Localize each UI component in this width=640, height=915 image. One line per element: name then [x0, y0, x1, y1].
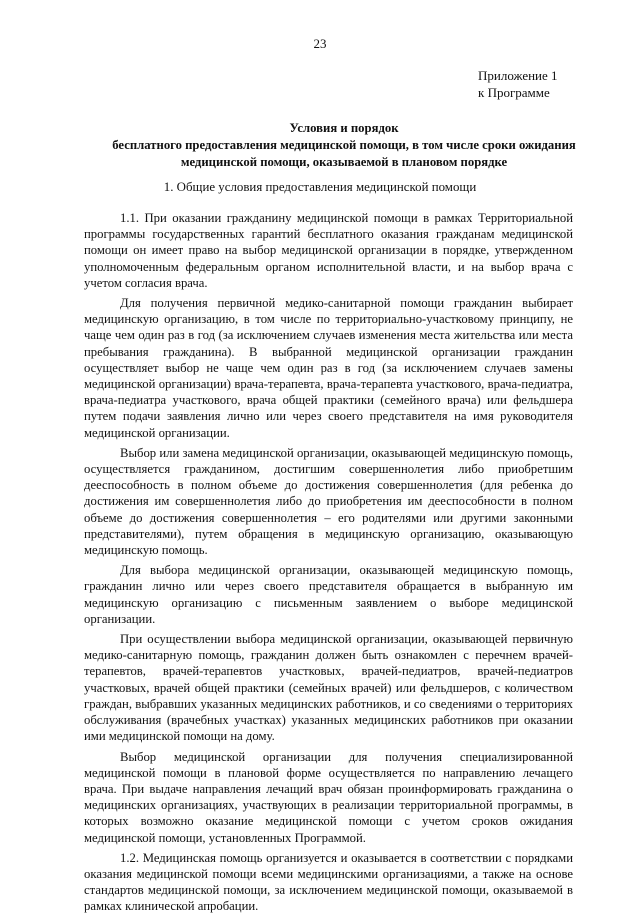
title-line-3: медицинской помощи, оказываемой в плановом порядке	[180, 155, 508, 169]
page-number: 23	[313, 36, 327, 51]
paragraph-application: Для выбора медицинской организации, оказывающей медицинскую помощь, гражданин лично или через своего представителя обращается в выбранную им медицинскую организацию с письменным заявлением о выборе медицинской организации.	[84, 563, 573, 626]
paragraph-1-1: 1.1. При оказании гражданину медицинской помощи в рамках Территориальной программы государственных гарантий бесплатного оказания гражданам медицинской помощи он имеет право на выбор медицинской организации в порядке, утвержденном уполномоченным федеральным органом исполнительной власти, и на выбор врача с учетом согласия врача.	[84, 211, 573, 290]
appendix-line-1: Приложение 1	[478, 68, 558, 83]
paragraph-1-2: 1.2. Медицинская помощь организуется и оказывается в соответствии с порядками оказания медицинской помощи всеми медицинскими организациями, а также на основе стандартов медицинской помощи, за исключением медицинской помощи, оказываемой в рамках клинической апробации.	[84, 850, 573, 914]
title-line-2: бесплатного предоставления медицинской помощи, в том числе сроки ожидания	[112, 138, 576, 152]
section-heading: 1. Общие условия предоставления медицинской помощи	[163, 180, 477, 194]
appendix-label	[478, 67, 558, 101]
document-title	[60, 120, 628, 171]
paragraph-familiarization: При осуществлении выбора медицинской организации, оказывающей первичную медико-санитарную помощь, гражданин должен быть ознакомлен с перечнем врачей-терапевтов, врачей-терапевтов участковых, врачей-педиатров, врачей-педиатров участковых, врачей общей практики (семейных врачей) или фельдшеров, с количеством граждан, выбравших указанных медицинских работников, и со сведениями о территориях обслуживания (врачебных участках) указанных медицинских работников при оказании ими медицинской помощи на дому.	[84, 632, 573, 744]
paragraph-primary-care-choice: Для получения первичной медико-санитарной помощи гражданин выбирает медицинскую организацию, в том числе по территориально-участковому принципу, не чаще чем один раз в год (за исключением случаев изменения места жительства или места пребывания гражданина). В выбранной медицинской организации гражданин осуществляет выбор не чаще чем один раз в год (за исключением случаев замены медицинской организации) врача-терапевта, врача-терапевта участкового, врача-педиатра, врача-педиатра участкового, врача общей практики (семейного врача) или фельдшера путем подачи заявления лично или через своего представителя на имя руководителя медицинской организации.	[84, 296, 573, 440]
paragraph-specialized-care: Выбор медицинской организации для получения специализированной медицинской помощи в плановой форме осуществляется по направлению лечащего врача. При выдаче направления лечащий врач обязан проинформировать гражданина о медицинских организациях, участвующих в реализации территориальной программы, в которых возможно оказание медицинской помощи с учетом сроков ожидания медицинской помощи, установленных Программой.	[84, 749, 573, 845]
document-body	[84, 210, 573, 915]
title-line-1: Условия и порядок	[289, 121, 399, 135]
appendix-line-2: к Программе	[478, 85, 550, 100]
paragraph-choice-or-replacement: Выбор или замена медицинской организации, оказывающей медицинскую помощь, осуществляется гражданином, достигшим совершеннолетия либо приобретшим дееспособность в полном объеме до достижения совершеннолетия (для ребенка до достижения им совершеннолетия либо до приобретения им дееспособности в полном объеме до достижения совершеннолетия – его родителями или другими законными представителями), путем обращения в медицинскую организацию, оказывающую медицинскую помощь.	[84, 445, 573, 558]
